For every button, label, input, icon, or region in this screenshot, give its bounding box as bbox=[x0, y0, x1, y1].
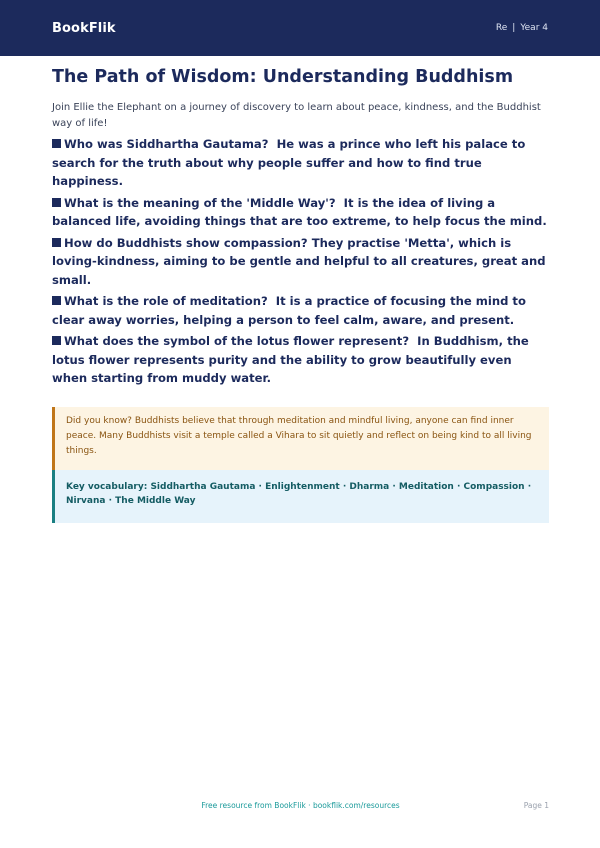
qa-answer: They practise 'Metta', which is loving-kindness, aiming to be gentle and helpful to all creatures, great and small. bbox=[52, 235, 546, 287]
meta-separator: | bbox=[512, 23, 516, 33]
qa-item bbox=[52, 194, 549, 231]
qa-answer: In Buddhism, the lotus flower represents purity and the ability to grow beautifully even when starting from muddy water. bbox=[52, 334, 529, 385]
qa-list bbox=[52, 135, 549, 388]
subject-year-meta bbox=[496, 23, 548, 33]
square-bullet-icon bbox=[52, 296, 61, 305]
page-footer bbox=[52, 801, 549, 815]
main-content bbox=[52, 66, 549, 523]
square-bullet-icon bbox=[52, 198, 61, 207]
qa-answer: He was a prince who left his palace to search for the truth about why people suffer and how to find true happiness. bbox=[52, 137, 526, 188]
square-bullet-icon bbox=[52, 238, 61, 247]
qa-item bbox=[52, 332, 549, 388]
key-vocabulary-box bbox=[52, 470, 549, 523]
page-header bbox=[0, 0, 600, 56]
qa-item bbox=[52, 234, 549, 290]
qa-answer: It is a practice of focusing the mind to clear away worries, helping a person to feel calm, aware, and present. bbox=[52, 294, 526, 327]
brand-logo-text[interactable]: BookFlik bbox=[52, 20, 116, 36]
did-you-know-text: Did you know? Buddhists believe that through meditation and mindful living, anyone can find inner peace. Many Buddhists visit a temple called a Vihara to sit quietly and reflect on being kind to all living things. bbox=[66, 415, 532, 456]
intro-text: Join Ellie the Elephant on a journey of discovery to learn about peace, kindness, and the Buddhist way of life! bbox=[52, 102, 541, 129]
qa-item bbox=[52, 292, 549, 329]
qa-question: Who was Siddhartha Gautama? bbox=[64, 137, 269, 151]
vocabulary-label: Key vocabulary: bbox=[66, 481, 148, 492]
square-bullet-icon bbox=[52, 336, 61, 345]
qa-question: What is the meaning of the 'Middle Way'? bbox=[64, 195, 336, 210]
vocabulary-terms: Siddhartha Gautama · Enlightenment · Dharma · Meditation · Compassion · Nirvana · The Middle Way bbox=[66, 481, 532, 506]
did-you-know-box bbox=[52, 407, 549, 470]
qa-question: What does the symbol of the lotus flower represent? bbox=[64, 334, 410, 348]
footer-credit-link[interactable]: Free resource from BookFlik · bookflik.com/resources bbox=[201, 801, 400, 810]
qa-question: How do Buddhists show compassion? bbox=[64, 235, 308, 250]
qa-answer: It is the idea of living a balanced life, avoiding things that are too extreme, to help focus the mind. bbox=[52, 195, 547, 228]
subject-label: Re bbox=[495, 23, 508, 33]
year-label: Year 4 bbox=[520, 23, 548, 33]
page-title: The Path of Wisdom: Understanding Buddhism bbox=[52, 67, 514, 87]
qa-item bbox=[52, 135, 549, 191]
qa-question: What is the role of meditation? bbox=[64, 294, 268, 308]
square-bullet-icon bbox=[52, 139, 61, 148]
page-number: Page 1 bbox=[523, 801, 549, 810]
